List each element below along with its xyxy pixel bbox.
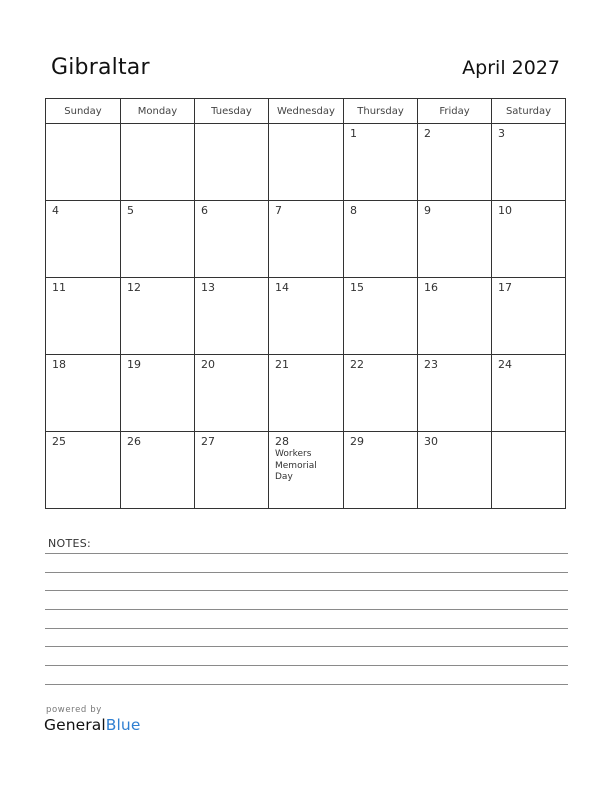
day-cell [269,201,344,278]
day-cell [269,432,344,509]
day-cell [195,201,269,278]
day-number: 27 [201,435,215,448]
week-row [46,278,566,355]
day-number: 17 [498,281,512,294]
day-number: 8 [350,204,357,217]
day-cell [418,201,492,278]
day-number [121,124,194,127]
day-number: 23 [424,358,438,371]
day-cell [344,355,418,432]
note-line [45,572,568,573]
weekday-header-row [46,99,566,124]
day-cell [492,201,566,278]
day-number: 9 [424,204,431,217]
day-number: 28 [275,435,289,448]
day-number: 30 [424,435,438,448]
day-number: 3 [498,127,505,140]
note-line [45,646,568,647]
day-number: 21 [275,358,289,371]
day-number: 7 [275,204,282,217]
day-cell [121,355,195,432]
day-cell [418,355,492,432]
week-row [46,432,566,509]
day-number: 12 [127,281,141,294]
country-title: Gibraltar [51,55,150,80]
week-row [46,201,566,278]
month-year-label: April 2027 [462,57,560,79]
day-number: 15 [350,281,364,294]
day-cell [195,432,269,509]
day-number: 19 [127,358,141,371]
day-cell [269,355,344,432]
note-line [45,684,568,685]
day-number [269,124,343,127]
day-cell [344,278,418,355]
weekday-header: Tuesday [195,99,269,124]
day-number: 10 [498,204,512,217]
day-number [492,432,565,435]
day-number [46,124,120,127]
month-calendar-grid [45,98,566,509]
day-number: 24 [498,358,512,371]
note-line [45,609,568,610]
day-cell [46,201,121,278]
day-number [195,124,268,127]
day-cell [269,124,344,201]
weekday-header: Monday [121,99,195,124]
week-row [46,355,566,432]
note-line [45,590,568,591]
day-cell [492,124,566,201]
day-cell [492,355,566,432]
weekday-header: Thursday [344,99,418,124]
day-cell [492,278,566,355]
day-number: 14 [275,281,289,294]
note-line [45,665,568,666]
notes-label: NOTES: [48,537,92,550]
day-number: 26 [127,435,141,448]
day-cell [418,432,492,509]
day-cell [492,432,566,509]
note-line [45,553,568,554]
day-cell [418,278,492,355]
day-number: 6 [201,204,208,217]
day-cell [46,278,121,355]
day-cell [344,432,418,509]
day-number: 18 [52,358,66,371]
brand-logo [44,716,141,734]
day-number: 5 [127,204,134,217]
note-line [45,628,568,629]
day-cell [195,278,269,355]
weekday-header: Saturday [492,99,566,124]
day-cell [344,124,418,201]
week-row [46,124,566,201]
day-cell [46,355,121,432]
day-number: 29 [350,435,364,448]
day-number: 16 [424,281,438,294]
day-cell [121,432,195,509]
day-cell [195,124,269,201]
holiday-label: Workers Memorial Day [275,449,317,482]
day-number: 1 [350,127,357,140]
day-number: 2 [424,127,431,140]
powered-by-text: powered by [46,705,102,715]
weekday-header: Wednesday [269,99,344,124]
day-number: 20 [201,358,215,371]
weekday-header: Sunday [46,99,121,124]
day-number: 4 [52,204,59,217]
brand-logo-general: General [44,716,106,734]
day-cell [344,201,418,278]
brand-logo-blue: Blue [105,716,141,734]
day-number: 13 [201,281,215,294]
day-cell [121,278,195,355]
day-number: 11 [52,281,66,294]
day-number: 22 [350,358,364,371]
day-cell [121,201,195,278]
day-cell [269,278,344,355]
day-cell [46,432,121,509]
day-cell [46,124,121,201]
day-cell [418,124,492,201]
weekday-header: Friday [418,99,492,124]
day-number: 25 [52,435,66,448]
day-cell [121,124,195,201]
day-cell [195,355,269,432]
